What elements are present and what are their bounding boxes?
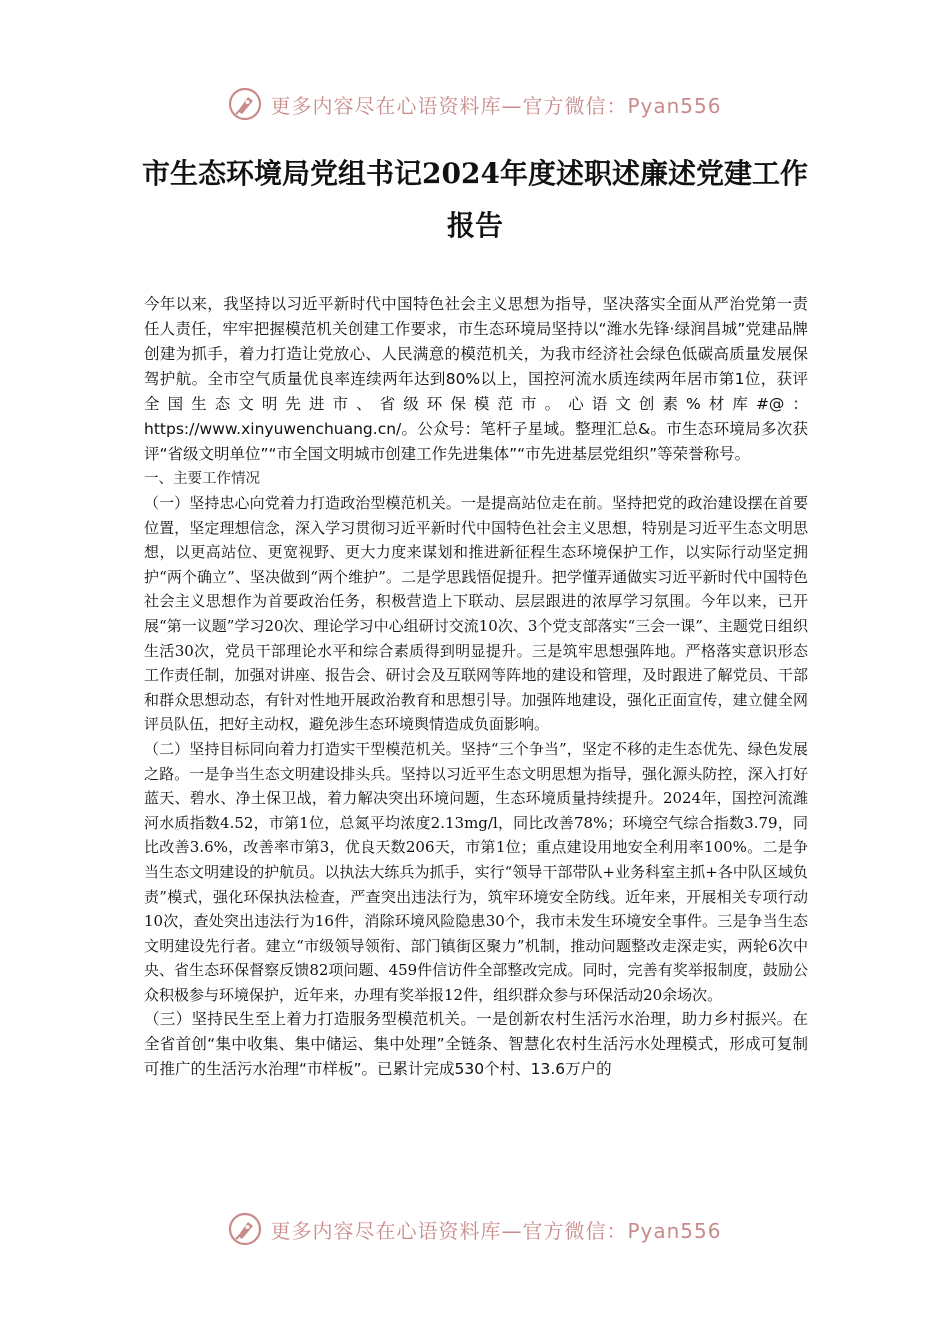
watermark-banner-top [0,82,950,126]
paragraph-political: （一）坚持忠心向党着力打造政治型模范机关。一是提高站位走在前。坚持把党的政治建设摆在首要位置，坚定理想信念，深入学习贯彻习近平新时代中国特色社会主义思想，特别是习近平生态文明思想，以更高站位、更宽视野、更大力度来谋划和推进新征程生态环境保护工作，以实际行动坚定拥护“两个确立”、坚决做到“两个维护”。二是学思践悟促提升。把学懂弄通做实习近平新时代中国特色社会主义思想作为首要政治任务，积极营造上下联动、层层跟进的浓厚学习氛围。今年以来，已开展“第一议题”学习20次、理论学习中心组研讨交流10次、3个党支部落实“三会一课”、主题党日组织生活30次，党员干部理论水平和综合素质得到明显提升。三是筑牢思想强阵地。严格落实意识形态工作责任制，加强对讲座、报告会、研讨会及互联网等阵地的建设和管理，及时跟进了解党员、干部和群众思想动态，有针对性地开展政治教育和思想引导。加强阵地建设，强化正面宣传，建立健全网评员队伍，把好主动权，避免涉生态环境舆情造成负面影响。 [144,494,808,734]
watermark-banner-bottom [0,1207,950,1251]
paragraph-practical: （二）坚持目标同向着力打造实干型模范机关。坚持“三个争当”，坚定不移的走生态优先、绿色发展之路。一是争当生态文明建设排头兵。坚持以习近平生态文明思想为指导，强化源头防控，深入打好蓝天、碧水、净土保卫战，着力解决突出环境问题，生态环境质量持续提升。2024年，国控河流潍河水质指数4.52，市第1位，总氮平均浓度2.13mg/l，同比改善78%；环境空气综合指数3.79，同比改善3.6%，改善率市第3，优良天数206天，市第1位；重点建设用地安全利用率100%。二是争当生态文明建设的护航员。以执法大练兵为抓手，实行“领导干部带队+业务科室主抓+各中队区域负责”模式，强化环保执法检查，严查突出违法行为，筑牢环境安全防线。近年来，开展相关专项行动10次，查处突出违法行为16件，消除环境风险隐患30个，我市未发生环境安全事件。三是争当生态文明建设先行者。建立“市级领导领衔、部门镇街区聚力”机制，推动问题整改走深走实，两轮6次中央、省生态环保督察反馈82项问题、459件信访件全部整改完成。同时，完善有奖举报制度，鼓励公众积极参与环境保护，近年来，办理有奖举报12件，组织群众参与环保活动20余场次。 [144,739,808,1004]
section-heading: 一、主要工作情况 [144,471,260,487]
paragraph-service: （三）坚持民生至上着力打造服务型模范机关。一是创新农村生活污水治理，助力乡村振兴。在全省首创“集中收集、集中储运、集中处理”全链条、智慧化农村生活污水处理模式，形成可复制可推广的生活污水治理“市样板”。已累计完成530个村、13.6万户的 [144,1010,808,1079]
pen-nib-logo-icon [228,1212,262,1246]
pen-nib-logo-icon [228,87,262,121]
watermark-text: 更多内容尽在心语资料库—官方微信：Pyan556 [270,93,722,118]
watermark-text: 更多内容尽在心语资料库—官方微信：Pyan556 [270,1218,722,1243]
intro-paragraph: 今年以来，我坚持以习近平新时代中国特色社会主义思想为指导，坚决落实全面从严治党第一责任人责任，牢牢把握模范机关创建工作要求，市生态环境局坚持以“潍水先锋·绿润昌城”党建品牌创建为抓手，着力打造让党放心、人民满意的模范机关，为我市经济社会绿色低碳高质量发展保驾护航。全市空气质量优良率连续两年达到80%以上，国控河流水质连续两年居市第1位，获评全国生态文明先进市、省级环保模范市。心语文创素%材库#@：https://www.xinyuwenchuang.cn/。公众号：笔杆子星域。整理汇总&。市生态环境局多次获评“省级文明单位”“市全国文明城市创建工作先进集体”“市先进基层党组织”等荣誉称号。 [144,295,808,463]
document-title: 市生态环境局党组书记2024年度述职述廉述党建工作报告 [142,157,808,242]
document-body [144,292,808,1082]
